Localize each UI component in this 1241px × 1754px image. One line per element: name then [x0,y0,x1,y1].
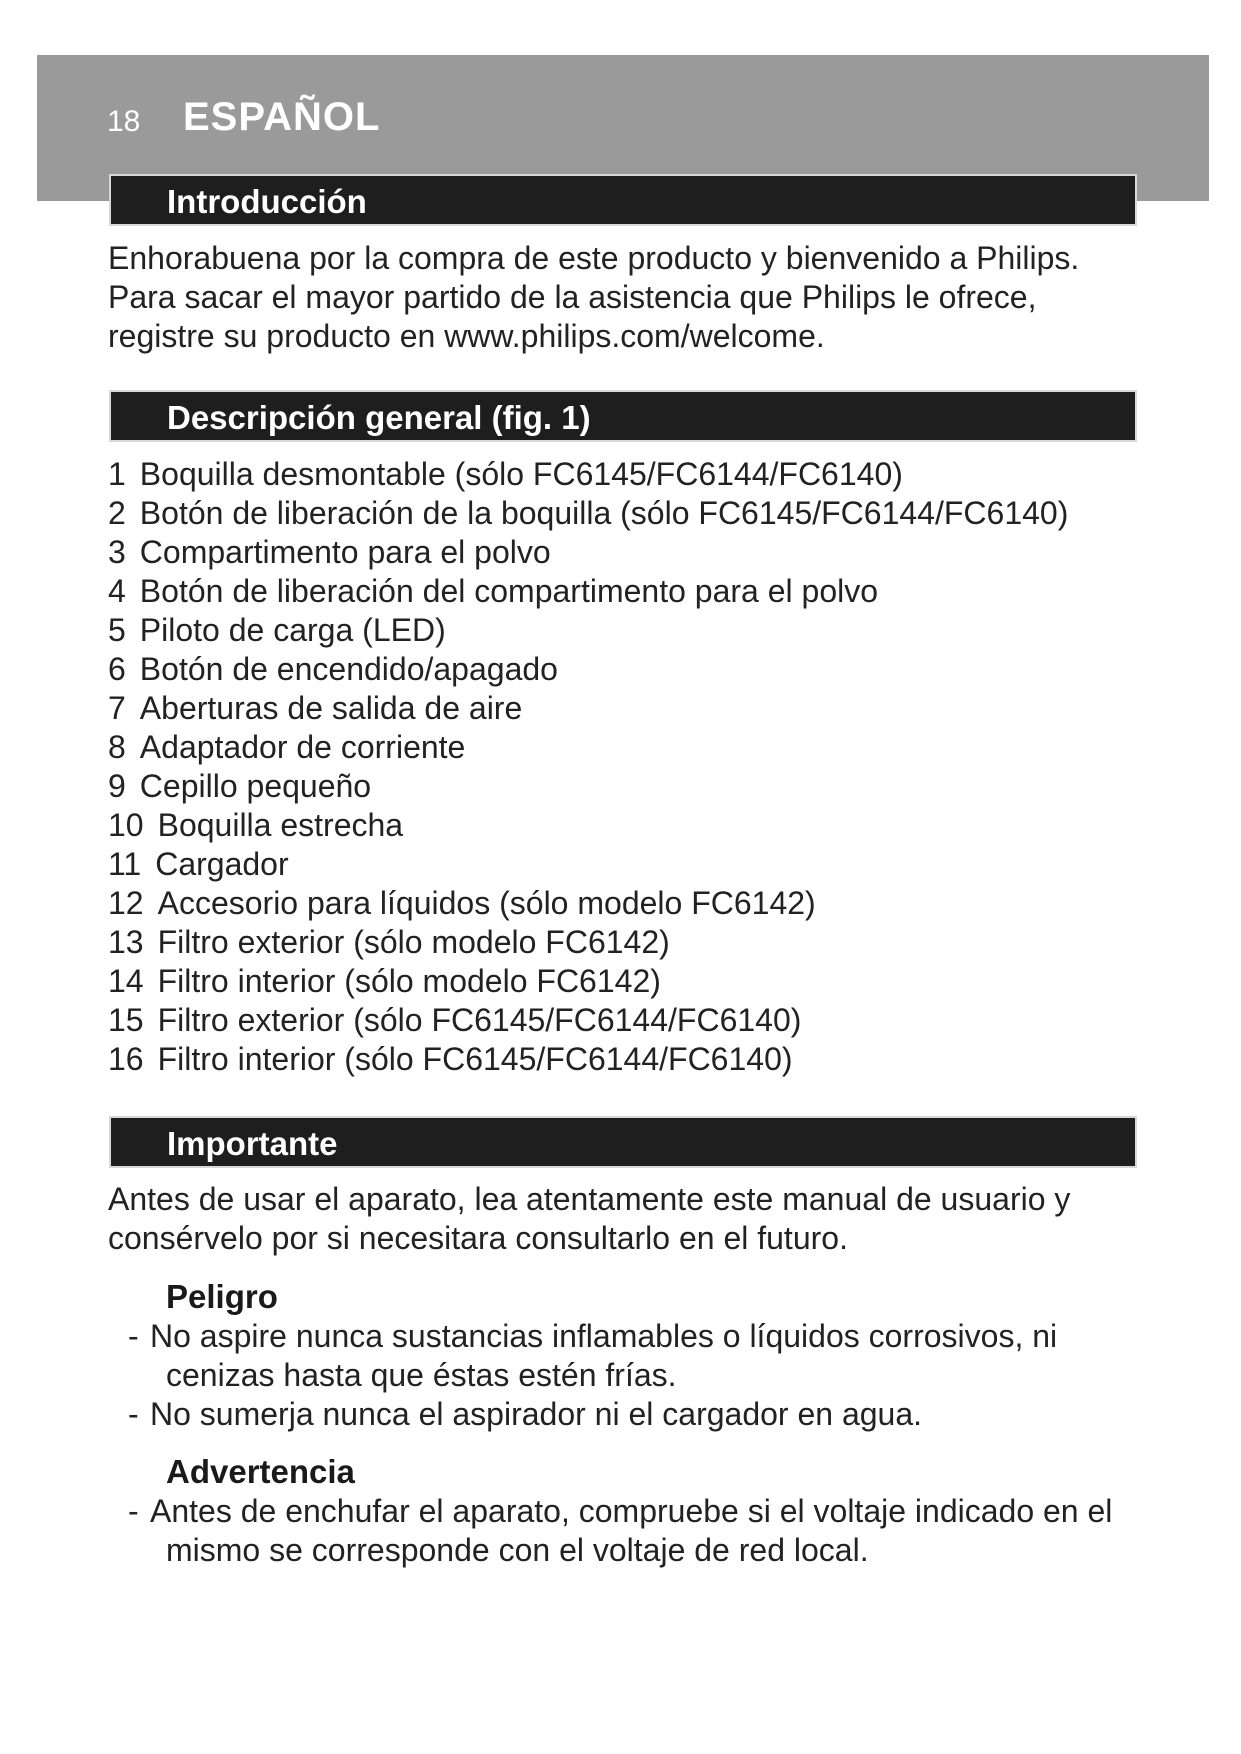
item-label: Compartimento para el polvo [139,534,551,570]
item-number: 7 [108,690,126,726]
parts-list [108,455,1068,1079]
section-heading-text: Introducción [167,183,367,220]
language-title: ESPAÑOL [183,95,381,139]
list-item: - Antes de enchufar el aparato, compruebe si el voltaje indicado en el mismo se corresponde con el voltaje de red local. [128,1492,1128,1570]
item-number: 8 [108,729,126,765]
item-number: 10 [108,807,144,843]
list-item [108,884,1068,923]
bullet-text-continued: cenizas hasta que éstas estén frías. [166,1357,677,1393]
item-number: 12 [108,885,144,921]
bullet-text: Antes de enchufar el aparato, compruebe si el voltaje indicado en el [150,1493,1113,1529]
list-item: - No sumerja nunca el aspirador ni el cargador en agua. [128,1396,923,1432]
list-item [108,572,1068,611]
list-item: - No aspire nunca sustancias inflamables o líquidos corrosivos, ni cenizas hasta que éstas estén frías. [128,1317,1128,1395]
list-item [108,455,1068,494]
list-item [108,1001,1068,1040]
list-item [108,845,1068,884]
item-number: 16 [108,1041,144,1077]
item-label: Botón de liberación de la boquilla (sólo FC6145/FC6144/FC6140) [139,495,1069,531]
item-number: 9 [108,768,126,804]
section-heading-overview [111,392,1135,440]
item-number: 5 [108,612,126,648]
item-number: 11 [108,846,142,882]
section-heading-text: Importante [167,1125,338,1162]
page-number: 18 [107,105,141,138]
item-label: Cepillo pequeño [139,768,372,804]
item-number: 14 [108,963,144,999]
item-label: Aberturas de salida de aire [139,690,523,726]
item-label: Botón de liberación del compartimento para el polvo [139,573,879,609]
list-item [108,689,1068,728]
list-item [108,650,1068,689]
warning-heading: Advertencia [166,1453,355,1490]
item-number: 3 [108,534,126,570]
item-label: Filtro interior (sólo modelo FC6142) [157,963,661,999]
list-item [108,533,1068,572]
list-item [108,494,1068,533]
intro-paragraph: Enhorabuena por la compra de este producto y bienvenido a Philips. Para sacar el mayor partido de la asistencia que Philips le ofrece, registre su producto en www.philips.com/welcome. [108,240,1080,354]
item-number: 4 [108,573,126,609]
bullet-text-continued: mismo se corresponde con el voltaje de red local. [166,1532,869,1568]
list-item [108,806,1068,845]
item-label: Filtro exterior (sólo FC6145/FC6144/FC6140) [157,1002,802,1038]
warning-list [128,1492,1128,1570]
item-label: Accesorio para líquidos (sólo modelo FC6142) [157,885,816,921]
item-label: Boquilla desmontable (sólo FC6145/FC6144/FC6140) [139,456,903,492]
item-number: 13 [108,924,144,960]
section-heading-text: Descripción general (fig. 1) [167,399,591,436]
item-label: Boquilla estrecha [157,807,404,843]
bullet-text: No aspire nunca sustancias inflamables o líquidos corrosivos, ni [150,1318,1058,1354]
list-item [108,728,1068,767]
danger-heading: Peligro [166,1278,278,1315]
list-item [108,767,1068,806]
bullet-text: No sumerja nunca el aspirador ni el cargador en agua. [150,1396,923,1432]
item-label: Filtro exterior (sólo modelo FC6142) [157,924,670,960]
item-number: 2 [108,495,126,531]
list-item [108,1040,1068,1079]
section-heading-introduction [111,176,1135,224]
item-number: 15 [108,1002,144,1038]
item-label: Piloto de carga (LED) [139,612,446,648]
list-item [108,923,1068,962]
section-heading-important [111,1118,1135,1166]
item-label: Botón de encendido/apagado [139,651,558,687]
item-number: 6 [108,651,126,687]
list-item [108,962,1068,1001]
item-number: 1 [108,456,126,492]
item-label: Filtro interior (sólo FC6145/FC6144/FC6140) [157,1041,793,1077]
item-label: Adaptador de corriente [139,729,466,765]
danger-list [128,1317,1128,1434]
item-label: Cargador [155,846,289,882]
important-paragraph: Antes de usar el aparato, lea atentamente este manual de usuario y consérvelo por si necesitara consultarlo en el futuro. [108,1181,1071,1256]
list-item [108,611,1068,650]
